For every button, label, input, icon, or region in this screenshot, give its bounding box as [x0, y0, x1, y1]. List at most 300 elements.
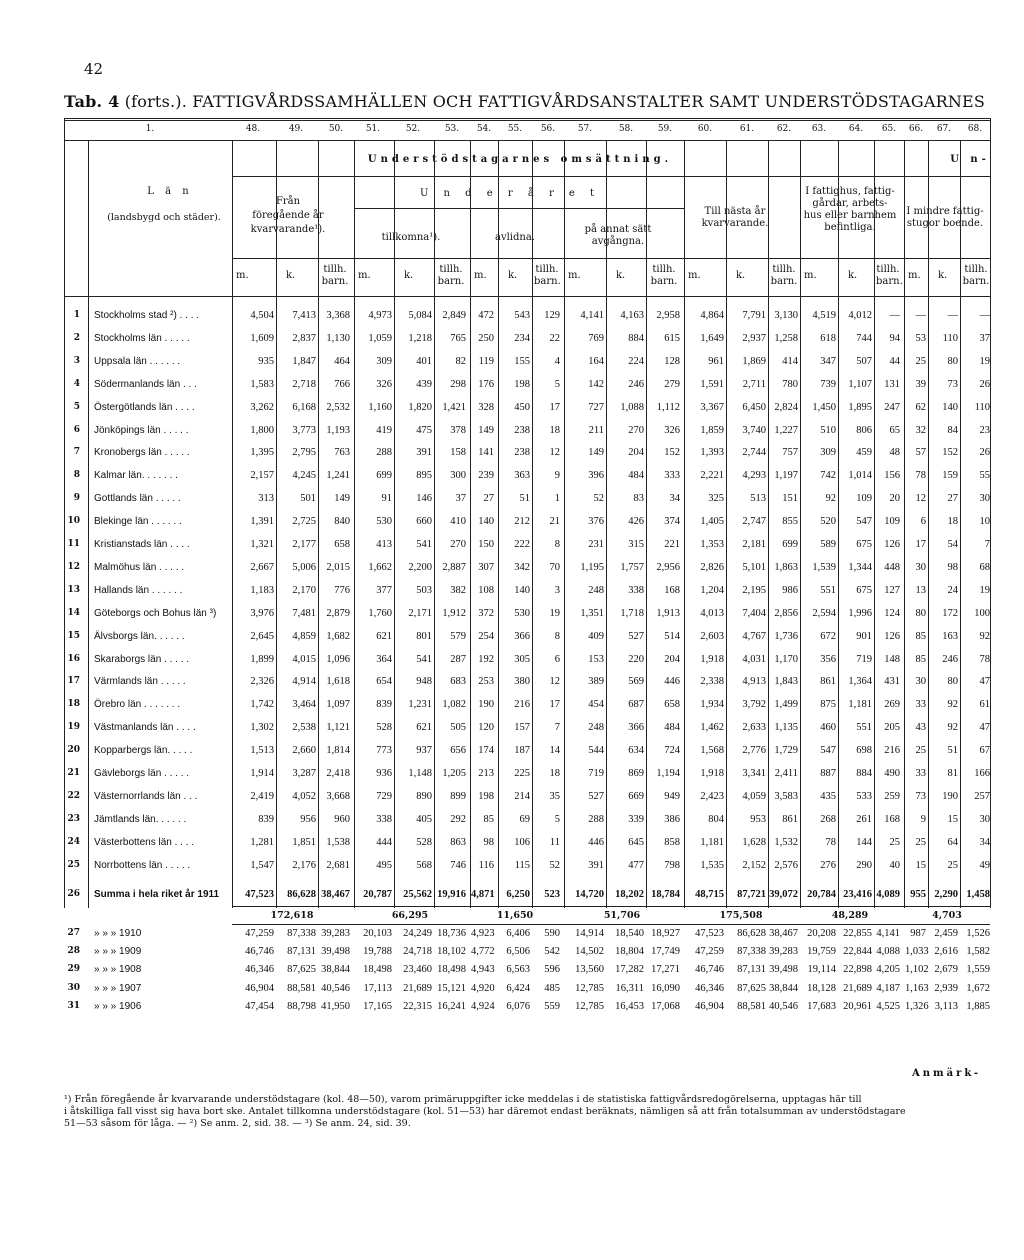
- column-number: 54.: [476, 124, 492, 134]
- table-cell: 589: [820, 539, 836, 550]
- table-cell: 719: [856, 653, 872, 665]
- table-cell: 4,772: [471, 946, 495, 958]
- table-cell: 2,603: [700, 630, 724, 642]
- row-number: 14: [67, 607, 80, 618]
- table-cell: 25: [889, 836, 900, 848]
- table-cell: 2,958: [656, 310, 680, 321]
- table-cell: 9: [920, 813, 926, 825]
- table-cell: 2,177: [292, 539, 316, 550]
- table-cell: 44: [889, 355, 900, 367]
- table-cell: 410: [450, 516, 466, 528]
- table-cell: 1,499: [774, 699, 798, 711]
- table-cell: 413: [376, 539, 392, 550]
- table-cell: 46,746: [245, 946, 274, 958]
- table-cell: 51: [947, 745, 958, 757]
- table-cell: 658: [664, 699, 680, 711]
- row-label: » » » 1908: [94, 964, 142, 976]
- table-cell: 1,568: [700, 745, 724, 757]
- table-cell: 986: [782, 584, 798, 596]
- table-cell: 17: [549, 401, 560, 413]
- table-cell: 551: [820, 584, 836, 596]
- table-cell: 6,406: [506, 928, 530, 939]
- row-number: 22: [67, 790, 80, 801]
- table-cell: 766: [334, 378, 350, 390]
- table-cell: 127: [884, 584, 900, 596]
- table-cell: 380: [514, 676, 530, 688]
- table-cell: 80: [947, 355, 958, 367]
- table-cell: 2,856: [774, 607, 798, 619]
- row-number: 1: [73, 310, 80, 320]
- table-cell: 19: [549, 607, 560, 619]
- table-cell: 615: [664, 332, 680, 344]
- table-cell: 30: [915, 561, 926, 573]
- table-cell: 1,344: [848, 561, 872, 573]
- row-label: Västerbottens län . . . .: [94, 836, 195, 848]
- table-cell: 1,757: [620, 561, 644, 573]
- table-cell: 309: [376, 355, 392, 367]
- table-cell: 94: [889, 332, 900, 344]
- footnote-line: i åtskilliga fall visst sig hava bort ske. Antalet tillkomna understödstagare (kol. 51—53) har däremot endast beräknats, nämligen så att från totalsumman av understödstagare: [64, 1106, 906, 1117]
- table-cell: 70: [549, 561, 560, 573]
- table-cell: 3,773: [292, 424, 316, 436]
- table-cell: 92: [947, 722, 958, 734]
- table-cell: 40,546: [769, 1000, 798, 1012]
- subheader-men: m.: [358, 270, 371, 281]
- table-cell: 163: [942, 630, 958, 642]
- table-right-rule: [990, 118, 991, 908]
- row-number: 15: [67, 630, 80, 641]
- table-cell: 269: [884, 699, 900, 711]
- table-cell: 18: [549, 768, 560, 779]
- table-cell: 2,459: [934, 928, 958, 939]
- table-cell: 3,130: [774, 310, 798, 321]
- table-cell: 87,625: [737, 982, 766, 994]
- table-cell: 1,395: [250, 447, 274, 459]
- table-cell: 729: [376, 790, 392, 802]
- table-cell: 39: [915, 378, 926, 390]
- sum-totals-rule: [232, 924, 990, 925]
- table-cell: 6,450: [742, 401, 766, 413]
- header-understodstagarnes: Understödstagarnes omsättning.: [367, 154, 673, 165]
- table-cell: 18,128: [807, 982, 836, 994]
- subheader-tillh: tillh.: [439, 264, 463, 275]
- table-cell: 2,594: [812, 607, 836, 619]
- table-cell: 2,015: [326, 561, 350, 573]
- table-cell: 83: [633, 493, 644, 505]
- row-label: » » » 1906: [94, 1000, 142, 1012]
- table-id: Tab. 4: [64, 92, 120, 111]
- table-cell: 1,462: [700, 722, 724, 734]
- table-cell: 4,525: [876, 1000, 900, 1012]
- row-number: 19: [67, 722, 80, 733]
- subheader-barn: barn.: [876, 276, 903, 287]
- row-label: Västmanlands län . . . .: [94, 722, 196, 734]
- table-cell: 144: [856, 836, 872, 848]
- table-cell: 18: [947, 516, 958, 528]
- table-cell: 1,847: [292, 355, 316, 367]
- table-cell: 1,918: [700, 653, 724, 665]
- table-cell: 863: [450, 836, 466, 848]
- table-cell: 1,033: [905, 946, 929, 958]
- table-cell: 7,791: [742, 310, 766, 321]
- table-cell: 948: [416, 676, 432, 688]
- table-cell: 247: [884, 401, 900, 413]
- column-number: 1.: [145, 124, 155, 134]
- sum-total: 172,618: [270, 910, 314, 921]
- table-title: [64, 92, 985, 111]
- table-cell: 949: [664, 790, 680, 802]
- row-number: 28: [67, 946, 80, 957]
- subheader-barn: barn.: [770, 276, 798, 287]
- column-number: 63.: [811, 124, 827, 134]
- row-label: Örebro län . . . . . . .: [94, 699, 181, 711]
- table-cell: 1,843: [774, 676, 798, 688]
- row-label: » » » 1910: [94, 928, 142, 939]
- table-cell: 13: [915, 584, 926, 596]
- table-cell: 100: [974, 607, 990, 619]
- table-cell: 956: [300, 813, 316, 825]
- row-label: » » » 1907: [94, 982, 142, 994]
- row-label: Norrbottens län . . . . .: [94, 859, 191, 871]
- header-avlidna: avlidna.: [495, 232, 535, 243]
- table-cell: 17,282: [615, 964, 644, 976]
- table-cell: 309: [820, 447, 836, 459]
- table-cell: 2,826: [700, 561, 724, 573]
- table-cell: 19,759: [807, 946, 836, 958]
- table-cell: 22,855: [843, 928, 872, 939]
- table-cell: 18,927: [651, 928, 680, 939]
- table-cell: 5: [554, 378, 560, 390]
- table-cell: 4,864: [700, 310, 724, 321]
- table-cell: 374: [664, 516, 680, 528]
- table-cell: 4,015: [292, 653, 316, 665]
- header-rule: [798, 176, 990, 177]
- table-cell: 23,460: [403, 964, 432, 976]
- table-cell: 30: [915, 676, 926, 688]
- table-cell: 901: [856, 630, 872, 642]
- subheader-rule: [232, 258, 990, 259]
- table-cell: 855: [782, 516, 798, 528]
- table-cell: 530: [376, 516, 392, 528]
- table-cell: 338: [376, 813, 392, 825]
- table-cell: 39,283: [321, 928, 350, 939]
- table-cell: 2,939: [934, 982, 958, 994]
- table-cell: 484: [664, 722, 680, 734]
- table-cell: 4,031: [742, 653, 766, 665]
- table-cell: 472: [478, 310, 494, 321]
- table-cell: 621: [416, 722, 432, 734]
- header-rule: [232, 176, 798, 177]
- table-cell: 3,583: [774, 790, 798, 802]
- table-cell: 2,744: [742, 447, 766, 459]
- header-kvarvarande: kvarvarande¹).: [250, 224, 326, 235]
- table-cell: 2,152: [742, 859, 766, 871]
- table-cell: 4,519: [812, 310, 836, 321]
- table-cell: 719: [588, 768, 604, 779]
- table-cell: 419: [376, 424, 392, 436]
- row-number: 23: [67, 813, 80, 824]
- table-cell: 1,321: [250, 539, 274, 550]
- page-number: 42: [84, 60, 104, 78]
- table-cell: 2,221: [700, 470, 724, 482]
- table-cell: 1: [554, 493, 560, 505]
- row-number: 24: [67, 836, 80, 847]
- table-cell: 1,102: [905, 964, 929, 976]
- table-cell: 955: [910, 889, 926, 900]
- table-cell: 687: [628, 699, 644, 711]
- table-cell: 80: [947, 676, 958, 688]
- header-lan: L ä n: [147, 186, 193, 197]
- table-cell: —: [979, 310, 990, 321]
- table-cell: 744: [856, 332, 872, 344]
- table-cell: 2,879: [326, 607, 350, 619]
- table-cell: 156: [884, 470, 900, 482]
- table-cell: 315: [628, 539, 644, 550]
- table-cell: 2,681: [326, 859, 350, 871]
- table-cell: 87,338: [737, 946, 766, 958]
- table-cell: 542: [544, 946, 560, 958]
- table-cell: 1,082: [442, 699, 466, 711]
- table-cell: 43: [915, 722, 926, 734]
- table-cell: 6,168: [292, 401, 316, 413]
- subheader-women: k.: [404, 270, 414, 281]
- table-cell: 987: [910, 928, 926, 939]
- table-cell: 33: [915, 699, 926, 711]
- row-number: 29: [67, 964, 80, 975]
- row-label: Västernorrlands län . . .: [94, 790, 198, 802]
- table-cell: 39,283: [769, 946, 798, 958]
- table-cell: 364: [376, 653, 392, 665]
- table-cell: 149: [478, 424, 494, 436]
- table-cell: 460: [820, 722, 836, 734]
- table-cell: 198: [514, 378, 530, 390]
- sum-total: 4,703: [932, 910, 962, 921]
- table-cell: 1,718: [620, 607, 644, 619]
- table-cell: 505: [450, 722, 466, 734]
- table-cell: 2,711: [742, 378, 766, 390]
- table-cell: 22,844: [843, 946, 872, 958]
- table-cell: 131: [884, 378, 900, 390]
- table-cell: 46,904: [245, 982, 274, 994]
- subheader-men: m.: [568, 270, 581, 281]
- table-cell: 65: [889, 424, 900, 436]
- table-cell: 25,562: [403, 889, 432, 900]
- table-cell: 4,504: [250, 310, 274, 321]
- table-cell: 14: [549, 745, 560, 757]
- row-number: 31: [67, 1000, 80, 1011]
- table-cell: 146: [416, 493, 432, 505]
- row-number: 26: [67, 889, 80, 899]
- table-cell: 80: [915, 607, 926, 619]
- table-cell: 798: [664, 859, 680, 871]
- table-cell: 2,181: [742, 539, 766, 550]
- table-cell: 39,498: [769, 964, 798, 976]
- table-cell: 290: [856, 859, 872, 871]
- table-cell: 55: [979, 470, 990, 482]
- table-cell: 1,130: [326, 332, 350, 344]
- column-number: 62.: [776, 124, 792, 134]
- table-cell: 39,072: [769, 889, 798, 900]
- table-cell: 52: [593, 493, 604, 505]
- table-cell: 1,194: [656, 768, 680, 779]
- table-cell: 13,560: [575, 964, 604, 976]
- table-cell: 1,059: [368, 332, 392, 344]
- table-cell: 307: [478, 561, 494, 573]
- table-cell: 26: [979, 378, 990, 390]
- table-cell: 1,618: [326, 676, 350, 688]
- table-cell: 559: [544, 1000, 560, 1012]
- table-cell: 298: [450, 378, 466, 390]
- column-rule: [232, 140, 233, 908]
- table-cell: 1,513: [250, 745, 274, 757]
- table-cell: 115: [514, 859, 530, 871]
- table-cell: 150: [478, 539, 494, 550]
- table-cell: 6,506: [506, 946, 530, 958]
- table-cell: 2,176: [292, 859, 316, 871]
- table-cell: 431: [884, 676, 900, 688]
- table-cell: 84: [947, 424, 958, 436]
- table-cell: 23,416: [843, 889, 872, 900]
- table-cell: 2,195: [742, 584, 766, 596]
- table-cell: 2,338: [700, 676, 724, 688]
- row-number: 4: [73, 378, 80, 389]
- table-cell: 47: [979, 722, 990, 734]
- table-cell: 363: [514, 470, 530, 482]
- table-cell: 213: [478, 768, 494, 779]
- row-label: Älvsborgs län. . . . . .: [94, 630, 185, 642]
- table-cell: 204: [628, 447, 644, 459]
- table-cell: 698: [856, 745, 872, 757]
- table-cell: 675: [856, 539, 872, 550]
- table-cell: 884: [856, 768, 872, 779]
- table-cell: 528: [416, 836, 432, 848]
- table-cell: 446: [588, 836, 604, 848]
- table-cell: 1,181: [700, 836, 724, 848]
- subheader-women: k.: [848, 270, 858, 281]
- column-number: 57.: [577, 124, 593, 134]
- header-mindre-1: I mindre fattig-: [906, 206, 984, 217]
- table-cell: 1,535: [700, 859, 724, 871]
- table-cell: 128: [664, 355, 680, 367]
- table-title-main: FATTIGVÅRDSSAMHÄLLEN OCH FATTIGVÅRDSANSTALTER SAMT UNDERSTÖDSTAGARNES: [192, 92, 986, 111]
- table-cell: 763: [334, 447, 350, 459]
- row-number: 10: [67, 516, 80, 527]
- table-cell: 4,205: [876, 964, 900, 976]
- table-cell: 960: [334, 813, 350, 825]
- table-cell: 86,628: [287, 889, 316, 900]
- table-cell: 342: [514, 561, 530, 573]
- row-label: » » » 1909: [94, 946, 142, 958]
- table-cell: 1,231: [408, 699, 432, 711]
- table-cell: 16,241: [437, 1000, 466, 1012]
- table-cell: 2,616: [934, 946, 958, 958]
- table-cell: 2,411: [774, 768, 798, 779]
- row-label: Östergötlands län . . . .: [94, 401, 195, 413]
- table-cell: 1,996: [848, 607, 872, 619]
- table-cell: 268: [820, 813, 836, 825]
- table-cell: 937: [416, 745, 432, 757]
- table-cell: 839: [376, 699, 392, 711]
- table-cell: 953: [750, 813, 766, 825]
- header-rule-under-aret: [354, 208, 684, 209]
- table-cell: 4,163: [620, 310, 644, 321]
- table-cell: 2,326: [250, 676, 274, 688]
- table-cell: 377: [376, 584, 392, 596]
- table-cell: 246: [942, 653, 958, 665]
- table-cell: 3,368: [326, 310, 350, 321]
- table-cell: 869: [628, 768, 644, 779]
- table-cell: 148: [884, 653, 900, 665]
- table-cell: 1,241: [326, 470, 350, 482]
- table-cell: 238: [514, 424, 530, 436]
- table-cell: 87,625: [287, 964, 316, 976]
- header-till-nasta: Till nästa år: [704, 206, 766, 217]
- table-cell: 1,526: [966, 928, 990, 939]
- table-cell: 92: [825, 493, 836, 505]
- column-number: 60.: [697, 124, 713, 134]
- table-cell: 4,871: [471, 889, 495, 900]
- table-cell: 87,131: [737, 964, 766, 976]
- table-cell: 1,450: [812, 401, 836, 413]
- row-label: Gävleborgs län . . . . .: [94, 768, 190, 779]
- subheader-men: m.: [474, 270, 487, 281]
- table-cell: 2,956: [656, 561, 680, 573]
- table-cell: 1,736: [774, 630, 798, 642]
- table-cell: 386: [664, 813, 680, 825]
- table-cell: 4,920: [471, 982, 495, 994]
- table-cell: 140: [478, 516, 494, 528]
- table-cell: 742: [820, 470, 836, 482]
- table-cell: 533: [856, 790, 872, 802]
- table-cell: 18,784: [651, 889, 680, 900]
- table-cell: 1,121: [326, 722, 350, 734]
- table-cell: 20,208: [807, 928, 836, 939]
- table-cell: 618: [820, 332, 836, 344]
- table-cell: 1,672: [966, 982, 990, 994]
- table-cell: 18,102: [437, 946, 466, 958]
- table-cell: 1,851: [292, 836, 316, 848]
- table-cell: 724: [664, 745, 680, 757]
- table-cell: 34: [669, 493, 680, 505]
- table-cell: 27: [483, 493, 494, 505]
- table-cell: 875: [820, 699, 836, 711]
- table-cell: 53: [915, 332, 926, 344]
- table-cell: 450: [514, 401, 530, 413]
- table-cell: —: [889, 310, 900, 321]
- table-cell: 259: [884, 790, 900, 802]
- subheader-women: k.: [938, 270, 948, 281]
- table-cell: 1,918: [700, 768, 724, 779]
- table-cell: 2,660: [292, 745, 316, 757]
- table-cell: 174: [478, 745, 494, 757]
- table-cell: 6: [920, 516, 926, 528]
- table-cell: 326: [376, 378, 392, 390]
- table-cell: 475: [416, 424, 432, 436]
- table-cell: 544: [588, 745, 604, 757]
- table-cell: 3,740: [742, 424, 766, 436]
- table-cell: 12: [549, 676, 560, 688]
- table-cell: 91: [381, 493, 392, 505]
- table-cell: 92: [979, 630, 990, 642]
- row-label: Kristianstads län . . . .: [94, 539, 190, 550]
- table-cell: 140: [942, 401, 958, 413]
- table-cell: 382: [450, 584, 466, 596]
- row-label: Gottlands län . . . . .: [94, 493, 181, 505]
- table-cell: 1,814: [326, 745, 350, 757]
- row-number: 20: [67, 745, 80, 756]
- table-cell: 39,498: [321, 946, 350, 958]
- table-cell: 4,859: [292, 630, 316, 642]
